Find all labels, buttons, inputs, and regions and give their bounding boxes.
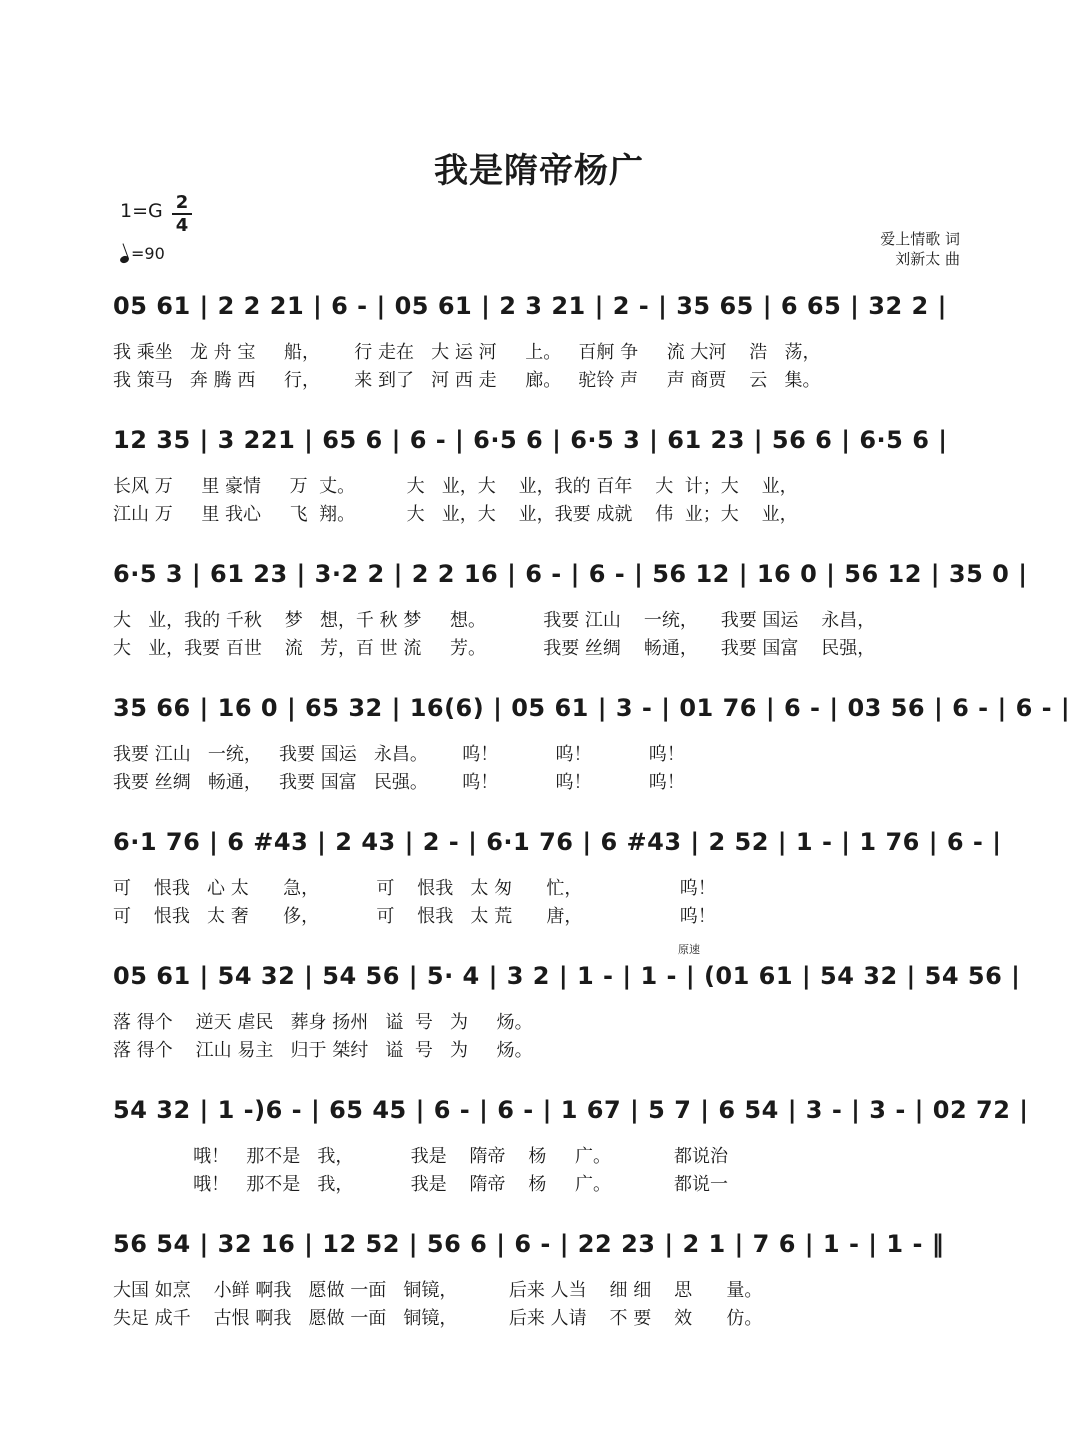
lyric-verse-1: 我 乘坐 龙 舟 宝 船， 行 走在 大 运 河 上。 百舸 争 流 大河 浩 荡， [113,342,821,363]
notation-line: 6·5 3 | 61 23 | 3·2 2 | 2 2 16 | 6 - | 6 - | 56 12 | 16 0 | 56 12 | 35 0 | [113,560,1028,588]
lyric-verse-1: 我要 江山 一统， 我要 国运 永昌。 呜！ 呜！ 呜！ [113,744,685,765]
lyric-verse-1: 大 业，我的 千秋 梦 想，千 秋 梦 想。 我要 江山 一统， 我要 国运 永昌， [113,610,876,631]
notation-line: 6·1 76 | 6 #43 | 2 43 | 2 - | 6·1 76 | 6 #43 | 2 52 | 1 - | 1 76 | 6 - | [113,828,1002,856]
lyric-verse-1: 哦！ 那不是 我， 我是 隋帝 杨 广。 都说治 [113,1146,728,1167]
tempo-marking [120,244,165,263]
lyric-verse-2: 我 策马 奔 腾 西 行， 来 到了 河 西 走 廊。 驼铃 声 声 商贾 云 集。 [113,370,821,391]
time-signature [172,193,192,235]
lyric-verse-2: 失足 成千 古恨 啊我 愿做 一面 铜镜， 后来 人请 不 要 效 仿。 [113,1308,763,1329]
lyric-verse-2: 我要 丝绸 畅通， 我要 国富 民强。 呜！ 呜！ 呜！ [113,772,685,793]
notation-line: 35 66 | 16 0 | 65 32 | 16(6) | 05 61 | 3 - | 01 76 | 6 - | 03 56 | 6 - | 6 - | [113,694,1071,722]
time-signature-lower: 4 [175,215,189,236]
quarter-note-icon [119,255,130,265]
lyric-verse-1: 长风 万 里 豪情 万 丈。 大 业，大 业，我的 百年 大 计；大 业， [113,476,798,497]
time-signature-upper: 2 [175,192,189,213]
lyric-verse-1: 大国 如烹 小鲜 啊我 愿做 一面 铜镜， 后来 人当 细 细 思 量。 [113,1280,763,1301]
tempo-value: =90 [131,244,165,263]
notation-line: 05 61 | 54 32 | 54 56 | 5· 4 | 3 2 | 1 - | 1 - | (01 61 | 54 32 | 54 56 | [113,962,1021,990]
notation-line: 56 54 | 32 16 | 12 52 | 56 6 | 6 - | 22 23 | 2 1 | 7 6 | 1 - | 1 - ‖ [113,1230,945,1258]
tempo-return-marking: 原速 [678,943,700,956]
lyric-verse-2: 可 恨我 太 奢 侈， 可 恨我 太 荒 唐， 呜！ [113,906,716,927]
lyric-verse-2: 江山 万 里 我心 飞 翔。 大 业，大 业，我要 成就 伟 业；大 业， [113,504,798,525]
lyric-verse-1: 落 得个 逆天 虐民 葬身 扬州 谥 号 为 炀。 [113,1012,533,1033]
key-signature: 1=G [120,200,163,222]
song-title: 我是隋帝杨广 [434,151,644,191]
lyricist-credit: 爱上情歌 词 [880,230,960,248]
notation-line: 54 32 | 1 -)6 - | 65 45 | 6 - | 6 - | 1 67 | 5 7 | 6 54 | 3 - | 3 - | 02 72 | [113,1096,1029,1124]
notation-line: 12 35 | 3 221 | 65 6 | 6 - | 6·5 6 | 6·5 3 | 61 23 | 56 6 | 6·5 6 | [113,426,948,454]
lyric-verse-2: 落 得个 江山 易主 归于 桀纣 谥 号 为 炀。 [113,1040,533,1061]
lyric-verse-2: 大 业，我要 百世 流 芳，百 世 流 芳。 我要 丝绸 畅通， 我要 国富 民强， [113,638,876,659]
composer-credit: 刘新太 曲 [895,250,960,268]
notation-line: 05 61 | 2 2 21 | 6 - | 05 61 | 2 3 21 | 2 - | 35 65 | 6 65 | 32 2 | [113,292,947,320]
lyric-verse-1: 可 恨我 心 太 急， 可 恨我 太 匆 忙， 呜！ [113,878,716,899]
lyric-verse-2: 哦！ 那不是 我， 我是 隋帝 杨 广。 都说一 [113,1174,728,1195]
